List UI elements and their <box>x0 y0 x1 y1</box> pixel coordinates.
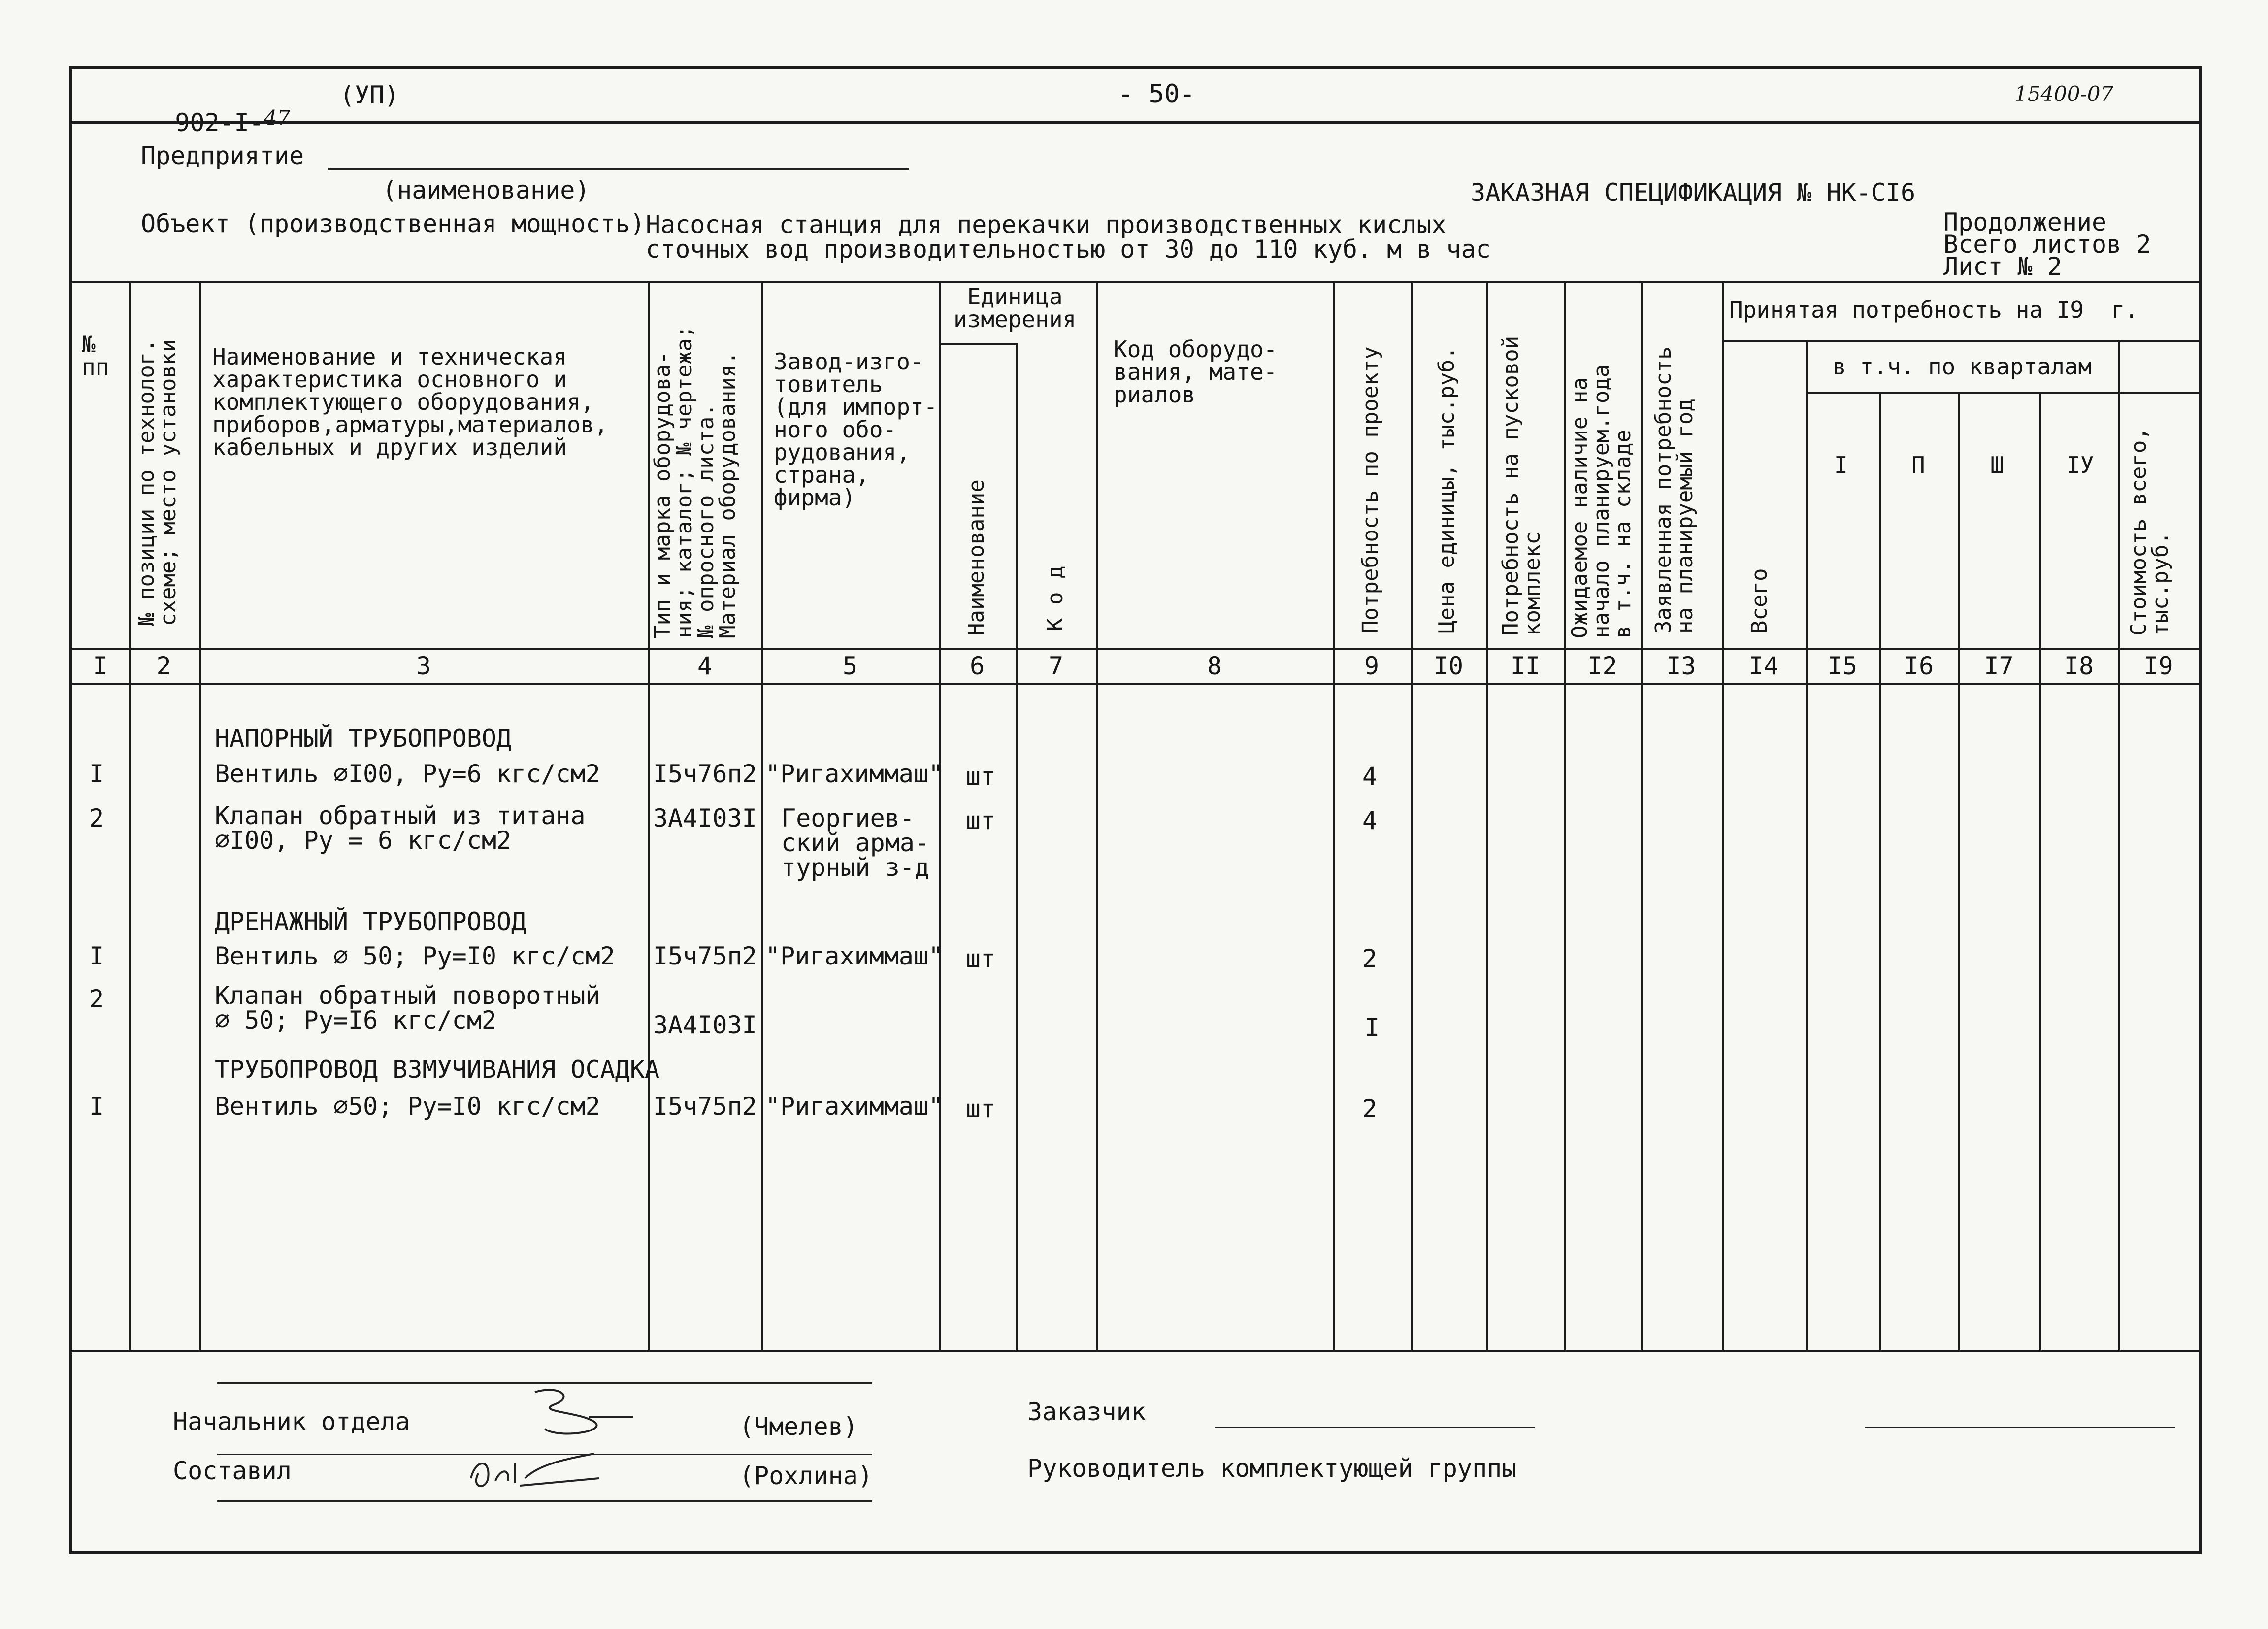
object-line-2: сточных вод производительностью от 30 до 110 куб. м в час <box>646 235 1491 264</box>
col-1-header: № пп <box>82 331 109 380</box>
page-number: - 50- <box>1118 79 1195 109</box>
col-2-header: № позиции по технолог. схеме; место установки <box>134 339 181 626</box>
item-qty: 2 <box>1362 944 1378 973</box>
item-maker: "Ригахиммаш" <box>765 760 944 788</box>
col-number: 6 <box>969 652 985 680</box>
col-6-header: Наименование <box>964 479 989 636</box>
unit-group-header: Единица измерения <box>953 283 1077 332</box>
item-type: 3А4I03I <box>653 804 757 832</box>
col-number: 3 <box>416 652 431 680</box>
col-8-header: Код оборудо- вания, мате- риалов <box>1114 336 1278 408</box>
inventory-number: 15400-07 <box>2014 82 2114 106</box>
object-label: Объект (производственная мощность) <box>141 209 645 238</box>
compiled-name: (Рохлина) <box>739 1462 873 1490</box>
col-number: I8 <box>2064 652 2094 680</box>
col-number: I2 <box>1587 652 1617 680</box>
col-number: I5 <box>1827 652 1858 680</box>
item-name: Вентиль ∅I00, Ру=6 кгс/см2 <box>215 760 600 788</box>
item-maker: Георгиев- ский арма- турный з-д <box>781 804 930 882</box>
item-name: Вентиль ∅ 50; Ру=I0 кгс/см2 <box>215 942 615 970</box>
spec-title: ЗАКАЗНАЯ СПЕЦИФИКАЦИЯ № НК-CI6 <box>1471 178 1916 207</box>
row-number: I <box>89 942 104 970</box>
item-qty: 4 <box>1362 762 1378 791</box>
quarter-3-header: Ш <box>1990 452 2004 478</box>
series-code: 902-I-$^{47}$ <box>175 106 291 137</box>
item-unit: шт <box>966 762 996 791</box>
head-label: Начальник отдела <box>173 1407 410 1436</box>
row-number: 2 <box>89 804 104 832</box>
item-qty: 4 <box>1362 806 1378 835</box>
item-qty: 2 <box>1362 1095 1378 1123</box>
compiled-label: Составил <box>173 1457 292 1485</box>
head-signature <box>515 1382 643 1446</box>
col-number: I7 <box>1984 652 2014 680</box>
quarter-group-header: в т.ч. по кварталам <box>1833 353 2092 380</box>
volume-label: (УП) <box>340 81 399 109</box>
enterprise-underline <box>328 168 909 170</box>
section-title: ДРЕНАЖНЫЙ ТРУБОПРОВОД <box>215 907 526 936</box>
col-19-header: Стоимость всего, тыс.руб. <box>2126 427 2173 636</box>
item-type: 3А4I03I <box>653 1011 757 1039</box>
row-number: I <box>89 760 104 788</box>
col-number: 4 <box>697 652 713 680</box>
col-14-header: Всего <box>1747 568 1772 633</box>
col-3-header: Наименование и техническая характеристика основного и комплектующего оборудования, приборов,арматуры,материалов, кабельных и других изделий <box>212 343 608 461</box>
col-number: I9 <box>2143 652 2173 680</box>
section-title: НАПОРНЫЙ ТРУБОПРОВОД <box>215 724 512 753</box>
row-number: 2 <box>89 985 104 1013</box>
col-number: I4 <box>1748 652 1779 680</box>
col-12-header: Ожидаемое наличие на начало планируем.года в т.ч. на складе <box>1567 364 1636 638</box>
enterprise-label: Предприятие <box>141 141 304 170</box>
item-name: Вентиль ∅50; Ру=I0 кгс/см2 <box>215 1092 600 1121</box>
specification-sheet <box>69 66 2202 1554</box>
footer-right-line <box>1865 1427 2175 1428</box>
item-type: I5ч75п2 <box>653 1092 757 1121</box>
name-hint: (наименование) <box>382 176 590 204</box>
compiler-signature <box>461 1444 609 1498</box>
item-maker: "Ригахиммаш" <box>765 1092 944 1121</box>
quarter-4-header: IУ <box>2067 452 2094 478</box>
col-4-header: Тип и марка оборудова- ния; каталог; № чертежа; № опросного листа. Материал оборудования. <box>650 325 740 638</box>
group-head-label: Руководитель комплектующей группы <box>1027 1454 1517 1483</box>
col-9-header: Потребность по проекту <box>1358 346 1383 633</box>
item-unit: шт <box>966 806 996 835</box>
item-type: I5ч75п2 <box>653 942 757 970</box>
item-qty: I <box>1365 1013 1380 1042</box>
accepted-group-header: Принятая потребность на I9 г. <box>1729 297 2138 323</box>
col-5-header: Завод-изго- товитель (для импорт- ного обо- рудования, страна, фирма) <box>774 348 938 511</box>
col-11-header: Потребность на пусковой комплекс <box>1498 335 1545 636</box>
customer-underline <box>1215 1427 1535 1428</box>
section-title: ТРУБОПРОВОД ВЗМУЧИВАНИЯ ОСАДКА <box>215 1055 660 1084</box>
total-sheets: Всего листов 2 <box>1943 230 2151 259</box>
col-13-header: Заявленная потребность на планируемый год <box>1651 346 1698 633</box>
col-number: 8 <box>1207 652 1222 680</box>
item-maker: "Ригахиммаш" <box>765 942 944 970</box>
row-number: I <box>89 1092 104 1121</box>
sheet-number: Лист № 2 <box>1943 252 2062 281</box>
item-unit: шт <box>966 944 996 973</box>
col-number: 5 <box>842 652 858 680</box>
head-name: (Чмелев) <box>739 1412 858 1441</box>
col-number: I6 <box>1904 652 1934 680</box>
customer-label: Заказчик <box>1027 1397 1146 1426</box>
quarter-2-header: П <box>1911 452 1925 478</box>
item-name: Клапан обратный из титана ∅I00, Ру = 6 кгс/см2 <box>215 801 586 855</box>
col-7-header: К о д <box>1043 565 1068 631</box>
col-number: 9 <box>1364 652 1380 680</box>
col-number: I0 <box>1433 652 1464 680</box>
col-10-header: Цена единицы, тыс.руб. <box>1434 346 1459 633</box>
item-unit: шт <box>966 1095 996 1123</box>
item-type: I5ч76п2 <box>653 760 757 788</box>
col-number: I <box>93 652 108 680</box>
col-number: 7 <box>1048 652 1064 680</box>
item-name: Клапан обратный поворотный ∅ 50; Ру=I6 кгс/см2 <box>215 981 600 1034</box>
object-line-1: Насосная станция для перекачки производственных кислых <box>646 210 1446 239</box>
col-number: II <box>1510 652 1541 680</box>
quarter-1-header: I <box>1834 452 1848 478</box>
col-number: I3 <box>1666 652 1696 680</box>
col-number: 2 <box>156 652 171 680</box>
continuation-label: Продолжение <box>1943 208 2107 236</box>
footer-line <box>217 1500 872 1502</box>
